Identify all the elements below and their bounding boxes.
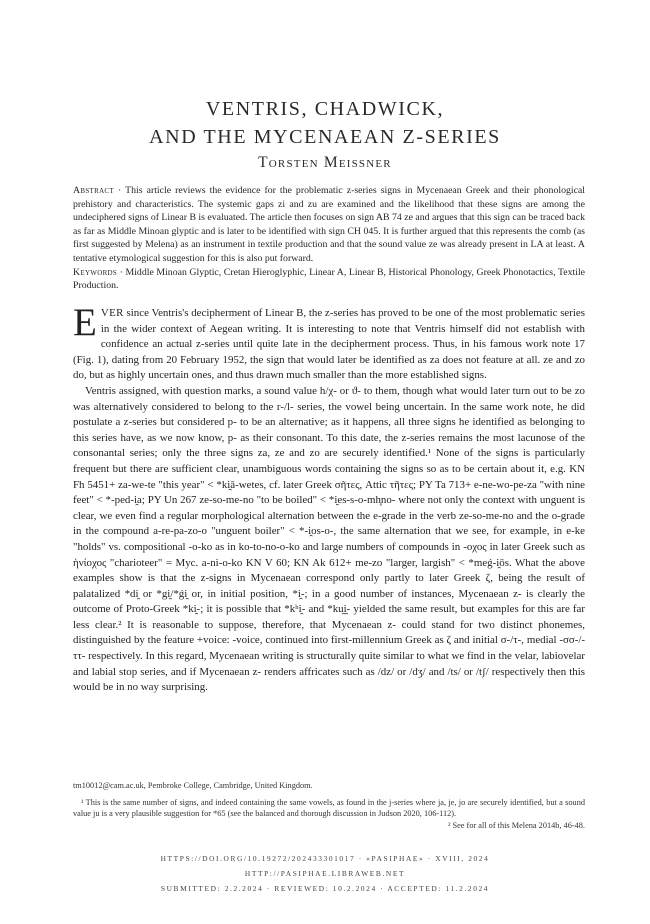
- article-title-line-2: AND THE MYCENAEAN Z-SERIES: [149, 126, 501, 148]
- keywords-label: Keywords: [73, 266, 118, 278]
- body-paragraph-1: [73, 301, 585, 384]
- drop-cap: E: [73, 301, 97, 344]
- body-paragraph-2: Ventris assigned, with question marks, a sound value h/χ- or ϑ- to them, though what would later turn out to be zo was alternatively considered to belong to the r-/l- series, the vowel being uncertain. In the same work note, he did postulate a z-series but considered p- to be an alternative; as it happens, all three signs he identified as belonging to this series have, as we now know, p- as their consonant. To this date, the z-series remains the most lacunose of the consonantal series; only the three signs za, ze and zo are securely identified.¹ None of the signs is particularly frequent but there are sufficient clear, unambiguous words containing the signs so as to be certain about it, e.g. KN Fh 5451+ za-we-te "this year" < *ki̯ā-wetes, cf. later Greek σῆτες, Attic τῆτες; PY Ta 713+ e-ne-wo-pe-za "with nine feet" < *-ped-i̯a; PY Un 267 ze-so-me-no "to be boiled" < *i̯es-s-o-mh̥no- where not only the context with unguent is clear, we even find a regular morphological alternation between the e-grade in the verb ze-so-me-no and the o-grade in the compound a-re-pa-zo-o "unguent boiler" < *-i̯os-o-, the same alternation that we see, for example, in e-ke "holds" vs. compositional -o-ko as in ko-to-no-o-ko and large numbers of compounds in -οχος in later Greek such as ἡνίοχος "charioteer" = Myc. a-ni-o-ko KN V 60; KN Ak 612+ me-zo "larger, largish" < *meǵ-i̯ōs. What the above examples show is that the z-signs in Mycenaean correspond only partly to later Greek ζ, being the result of palatalized *di̯ or *gi̯/*ǵi̯ or, in initial position, *i̯-; in a good number of instances, Mycenaean z- is clearly the outcome of Proto-Greek *ki̯-; it is possible that *kʰi̯- and *ku̯i̯- yielded the same result, but examples for this are far less clear.² It is reasonable to suppose, therefore, that Mycenaean z- could stand for two distinct phonemes, distinguished by the feature +voice: -voice, continued into first-millennium Greek as ζ and initial σ-/τ-, medial -σσ-/-ττ- respectively. In this regard, Mycenaean writing is structurally quite similar to what we find in the velar, labiovelar and labial stop series, and if Mycenaean z- renders affricates such as /dz/ or /dʒ/ and /ts/ or /tʃ/ respectively then this would be in no way surprising.: [73, 384, 585, 694]
- keywords-paragraph: [73, 266, 585, 293]
- abstract-label: Abstract: [73, 185, 114, 196]
- footnotes: [73, 780, 585, 831]
- footnote-1: ¹ This is the same number of signs, and indeed containing the same vowels, as found in the j-series where ja, je, jo are securely identified, but a sound value ju is a very plausible suggestion for *65 (see the balanced and thorough discussion in Judson 2020, 106-112).: [73, 798, 585, 819]
- author-name: Torsten Meissner: [258, 154, 392, 171]
- submission-dates: SUBMITTED: 2.2.2024 · REVIEWED: 10.2.2024 · ACCEPTED: 11.2.2024: [160, 884, 490, 893]
- abstract-text: · This article reviews the evidence for the problematic z-series signs in Mycenaean Greek and their phonological prehistory and characteristics. The systemic gaps zi and zu are examined and the likelihood that these signs are among the undeciphered signs of Linear B is evaluated. The article then focuses on sign AB 74 ze and argues that this sign can be traced back as far as Middle Minoan glyptic and is later to be identified with sign CH 045. It is further argued that this represents the comb (as first suggested by Melena) as an instrument in textile production and that the sound value ze was already present in LA at least. A tentative etymological suggestion for this is also put forward.: [73, 185, 586, 264]
- keywords-text: · Middle Minoan Glyptic, Cretan Hieroglyphic, Linear A, Linear B, Historical Phonology, Greek Phonotactics, Textile Production.: [73, 266, 586, 292]
- footnote-2: ² See for all of this Melena 2014b, 46-48.: [447, 820, 585, 830]
- doi-line: HTTPS://DOI.ORG/10.19272/202433301017 · «PASIPHAE» · XVIII, 2024: [160, 854, 490, 863]
- body-paragraph-1-text: since Ventris's decipherment of Linear B, the z-series has proved to be one of the most problematic series in the wider context of Aegean writing. It is interesting to note that Ventris himself did not establish with confidence an actual z-series until quite late in the decipherment process. Thus, in his famous work note 17 (Fig. 1), dating from 20 February 1952, the sign that would later be identified as za does not feature at all. ze and zo do, but as highly uncertain ones, and thus drawn much smaller than the more established signs.: [73, 307, 585, 382]
- abstract-paragraph: [73, 184, 585, 266]
- article-title-line-1: VENTRIS, CHADWICK,: [205, 98, 445, 120]
- author-affiliation: tm10012@cam.ac.uk, Pembroke College, Cambridge, United Kingdom.: [73, 781, 313, 790]
- lead-in: VER: [100, 307, 124, 319]
- abstract-block: [73, 184, 585, 293]
- article-body: [73, 301, 585, 696]
- journal-url: HTTP://PASIPHAE.LIBRAWEB.NET: [244, 869, 406, 878]
